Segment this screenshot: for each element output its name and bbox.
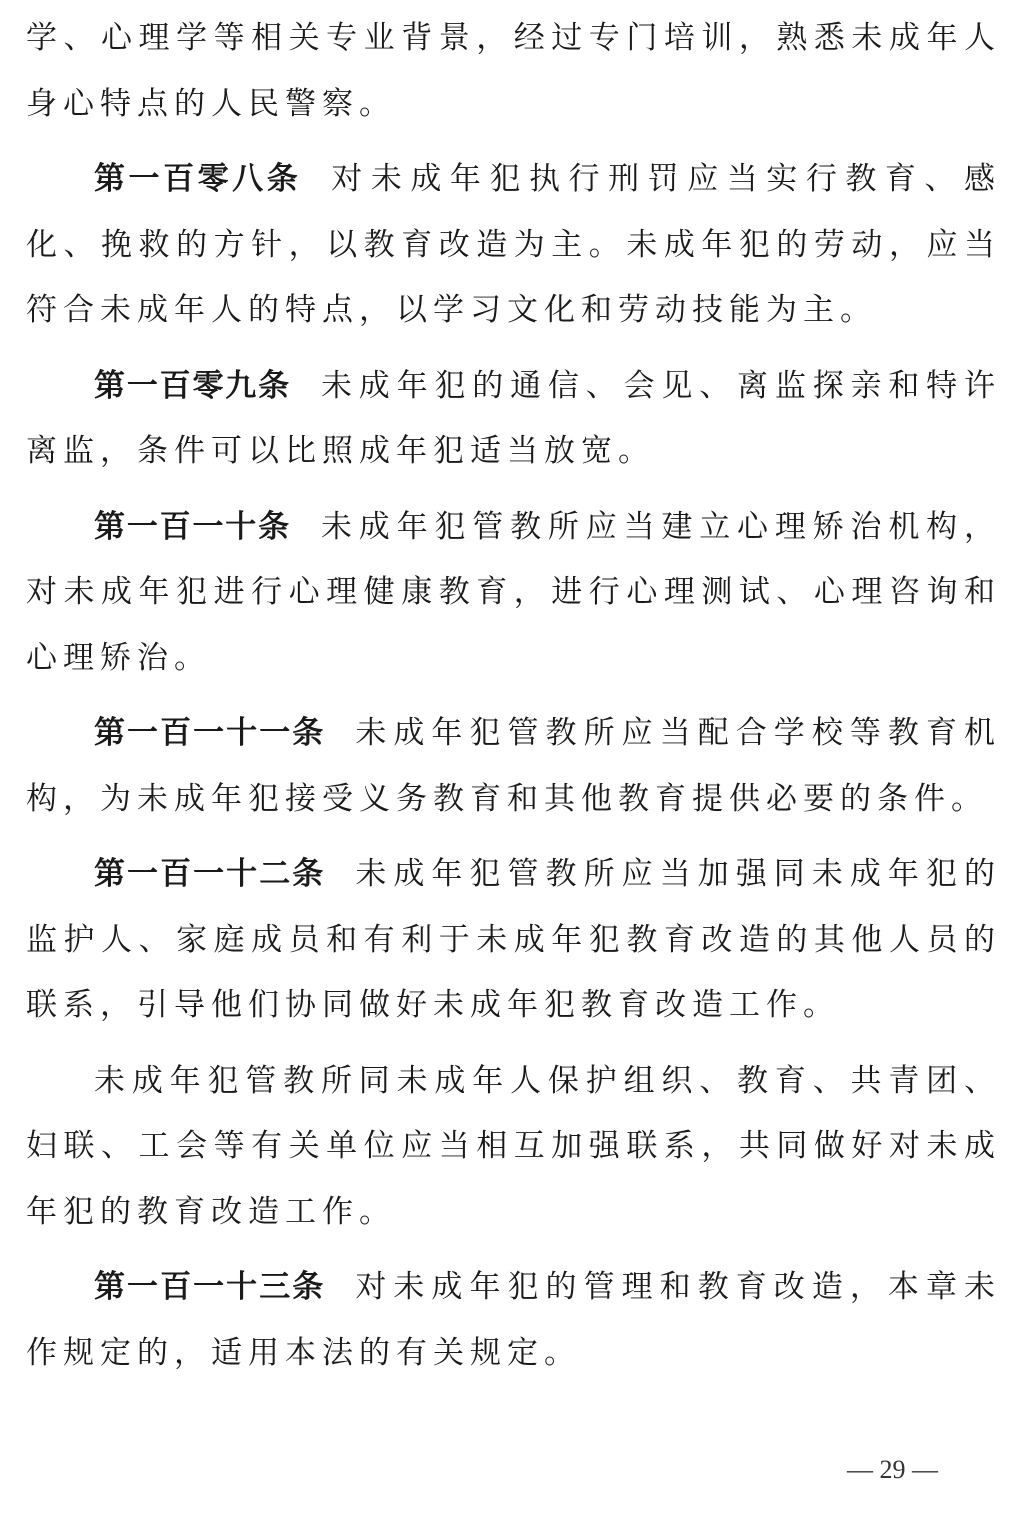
paragraph-text: 未成年犯管教所同未成年人保护组织、教育、共青团、妇联、工会等有关单位应当相互加强联系，共同做好对未成年犯的教育改造工作。 — [26, 1062, 1001, 1230]
article-text: 未成年犯管教所应当加强同未成年犯的监护人、家庭成员和有利于未成年犯教育改造的其他人员的联系，引导他们协同做好未成年犯教育改造工作。 — [26, 856, 1002, 1023]
article-heading: 第一百零九条 — [94, 367, 291, 404]
document-page — [26, 6, 1001, 1396]
article-text: 未成年犯的通信、会见、离监探亲和特许离监，条件可以比照成年犯适当放宽。 — [26, 367, 1002, 469]
paragraph-continuation — [26, 6, 1001, 137]
article-109 — [26, 354, 1001, 485]
article-heading: 第一百一十三条 — [94, 1269, 326, 1305]
article-113 — [26, 1255, 1001, 1386]
article-110 — [26, 495, 1001, 692]
article-heading: 第一百一十一条 — [94, 715, 326, 751]
article-text: 对未成年犯执行刑罚应当实行教育、感化、挽救的方针，以教育改造为主。未成年犯的劳动，应当符合未成年人的特点，以学习文化和劳动技能为主。 — [26, 161, 1002, 328]
article-112-paragraph-2 — [26, 1049, 1001, 1246]
article-108 — [26, 147, 1001, 344]
article-heading: 第一百零八条 — [94, 161, 302, 197]
article-112 — [26, 842, 1001, 1039]
article-text: 未成年犯管教所应当建立心理矫治机构，对未成年犯进行心理健康教育，进行心理测试、心理咨询和心理矫治。 — [26, 508, 1002, 676]
article-text: 未成年犯管教所应当配合学校等教育机构，为未成年犯接受义务教育和其他教育提供必要的条件。 — [26, 715, 1002, 817]
article-text: 对未成年犯的管理和教育改造，本章未作规定的，适用本法的有关规定。 — [26, 1269, 1002, 1371]
article-heading: 第一百一十二条 — [94, 856, 326, 892]
page-number: — 29 — — [847, 1455, 938, 1484]
article-111 — [26, 701, 1001, 832]
article-heading: 第一百一十条 — [94, 508, 291, 545]
paragraph-text: 学、心理学等相关专业背景，经过专门培训，熟悉未成年人身心特点的人民警察。 — [26, 20, 1001, 122]
